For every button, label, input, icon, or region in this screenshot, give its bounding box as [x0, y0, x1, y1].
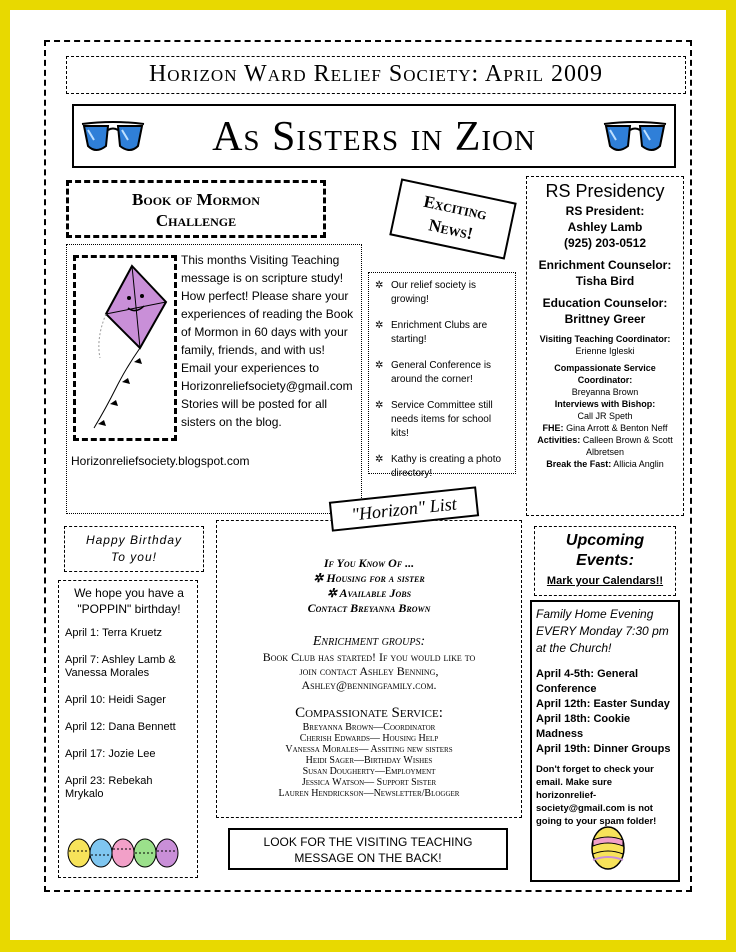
easter-egg-icon [588, 820, 628, 872]
cs-line: Lauren Hendrickson—Newsletter/Blogger [278, 788, 460, 799]
bom-heading-line2: Challenge [155, 211, 237, 230]
bom-heading-box [66, 180, 326, 238]
president-name: Ashley Lamb [567, 220, 643, 234]
events-box [530, 600, 680, 882]
enrichment-name: Tisha Bird [575, 274, 635, 288]
cs-line: Cherish Edwards— Housing Help [299, 733, 439, 744]
list-item: April 17: Jozie Lee [65, 748, 156, 760]
bom-heading-line1: Book of Mormon [132, 190, 260, 209]
cs-line: Susan Dougherty—Employment [302, 766, 436, 777]
main-title-box [72, 104, 676, 168]
birthday-heading-line2: To you! [111, 550, 157, 564]
cs-line: Jessica Watson— Support Sister [301, 777, 437, 788]
events-heading-line1: Upcoming [565, 532, 645, 549]
main-title: As Sisters in Zion [212, 114, 536, 160]
enrichment-label: Enrichment Counselor: [538, 258, 672, 272]
event-item: April 19th: Dinner Groups [536, 743, 671, 755]
news-list-box [368, 272, 516, 479]
top-title-box [66, 56, 686, 94]
cs-name: Breyanna Brown [571, 387, 639, 397]
president-phone: (925) 203-0512 [563, 236, 647, 250]
enrichment-text-3: Ashley@benningfamily.com. [301, 678, 437, 692]
event-item: April 18th: Cookie Madness [536, 713, 631, 740]
top-title: Horizon Ward Relief Society: April 2009 [148, 61, 604, 87]
activities-label: Activities: [537, 435, 581, 445]
fhe-name: Gina Arrott & Benton Neff [566, 423, 668, 433]
horizon-list-content: If You Know Of ... ✲ Housing for a sister ✲ Available Jobs Contact Breyanna Brown Enrichment groups: Book Club has started! If you would like to join contact Ashley Benning, Ashley@benningfamily.com. Compassionate Service: Breyanna Brown—Coordinator Cherish Edwards— Housing Help Vanessa Morales— Assiting new sisters Heidi Sager—Birthday Wishes Susan Dougherty—Employment Jessica Watson— Support Sister Lauren Hendrickson—Newsletter/Blogger [218, 556, 520, 799]
bom-blog: Horizonreliefsociety.blogspot.com [71, 454, 250, 468]
vt-footer-line2: MESSAGE ON THE BACK! [294, 851, 442, 865]
events-heading-line2: Events: [576, 552, 634, 569]
birthday-list [65, 627, 193, 801]
birthday-intro-line1: We hope you have a [74, 586, 184, 600]
education-name: Brittney Greer [564, 312, 646, 326]
presidency-panel [526, 176, 684, 516]
mark-calendars: Mark your Calendars!! [546, 575, 664, 587]
bom-text: This months Visiting Teaching message is on scripture study! How perfect! Please share your experiences of reading the Book of Mormon in 60 days with your family, friends, and with us! Email your experiences to Horizonreliefsociety@gmail.com Stories will be posted for all sisters on the blog. [181, 253, 354, 429]
horizon-contact: Contact Breyanna Brown [307, 601, 431, 615]
presidency-heading: RS Presidency [545, 181, 665, 201]
list-item: ✲ Kathy is creating a photo directory! [373, 453, 511, 481]
cs-line: Heidi Sager—Birthday Wishes [305, 755, 433, 766]
vt-footer-box [228, 828, 508, 870]
sunglasses-icon [602, 118, 668, 158]
list-item: April 23: Rebekah Mrykalo [65, 775, 153, 800]
events-heading-box [534, 526, 676, 596]
horizon-item-jobs: Available Jobs [339, 586, 412, 600]
enrichment-groups-heading: Enrichment groups: [312, 634, 426, 649]
kite-icon [76, 258, 180, 444]
news-heading-line2: News! [427, 215, 475, 244]
activities-name: Calleen Brown & Scott Albretsen [582, 435, 673, 457]
interviews-label: Interviews with Bishop: [554, 399, 656, 409]
birthday-heading-box [64, 526, 204, 572]
bom-content-box [66, 244, 362, 514]
fhe-text: Family Home Evening EVERY Monday 7:30 pm at the Church! [536, 607, 669, 655]
birthday-box [58, 580, 198, 878]
events-note: Don't forget to check your email. Make sure horizonrelief-society@gmail.com is not going to your spam folder! [536, 764, 657, 827]
president-label: RS President: [565, 204, 645, 218]
news-heading-line1: Exciting [422, 191, 489, 224]
breakfast-label: Break the Fast: [546, 459, 612, 469]
breakfast-name: Allicia Anglin [613, 459, 664, 469]
interviews-name: Call JR Speth [577, 411, 633, 421]
birthday-intro-line2: "POPPIN" birthday! [77, 602, 181, 616]
list-item: April 10: Heidi Sager [65, 694, 166, 706]
event-item: April 4-5th: General Conference [536, 668, 639, 695]
news-list [373, 279, 511, 481]
vt-name: Erienne Igleski [575, 346, 635, 356]
cs-label: Compassionate Service Coordinator: [554, 363, 656, 385]
vt-label: Visiting Teaching Coordinator: [539, 334, 671, 344]
if-you-know: If You Know Of ... [323, 556, 415, 570]
list-item: ✲ Enrichment Clubs are starting! [373, 319, 511, 347]
fhe-label: FHE: [542, 423, 564, 433]
sunglasses-icon [80, 118, 146, 158]
list-item: April 12: Dana Bennett [65, 721, 176, 733]
list-item: ✲ Service Committee still needs items for school kits! [373, 399, 511, 441]
list-item: April 1: Terra Kruetz [65, 627, 163, 639]
enrichment-text-1: Book Club has started! If you would like to [262, 650, 476, 664]
vt-footer-line1: LOOK FOR THE VISITING TEACHING [263, 835, 473, 849]
cs-line: Breyanna Brown—Coordinator [302, 722, 436, 733]
easter-eggs-icon [65, 831, 185, 871]
birthday-heading-line1: Happy Birthday [85, 533, 183, 547]
list-item: ✲ General Conference is around the corner! [373, 359, 511, 387]
horizon-item-housing: Housing for a sister [326, 571, 425, 585]
cs-line: Vanessa Morales— Assiting new sisters [285, 744, 453, 755]
event-item: April 12th: Easter Sunday [536, 698, 670, 710]
enrichment-text-2: join contact Ashley Benning, [299, 664, 439, 678]
list-item: April 7: Ashley Lamb & Vanessa Morales [65, 654, 176, 679]
horizon-list-heading: "Horizon" List [350, 493, 458, 525]
kite-frame [73, 255, 177, 441]
cs-heading: Compassionate Service: [295, 705, 443, 721]
list-item: ✲ Our relief society is growing! [373, 279, 511, 307]
education-label: Education Counselor: [542, 296, 668, 310]
